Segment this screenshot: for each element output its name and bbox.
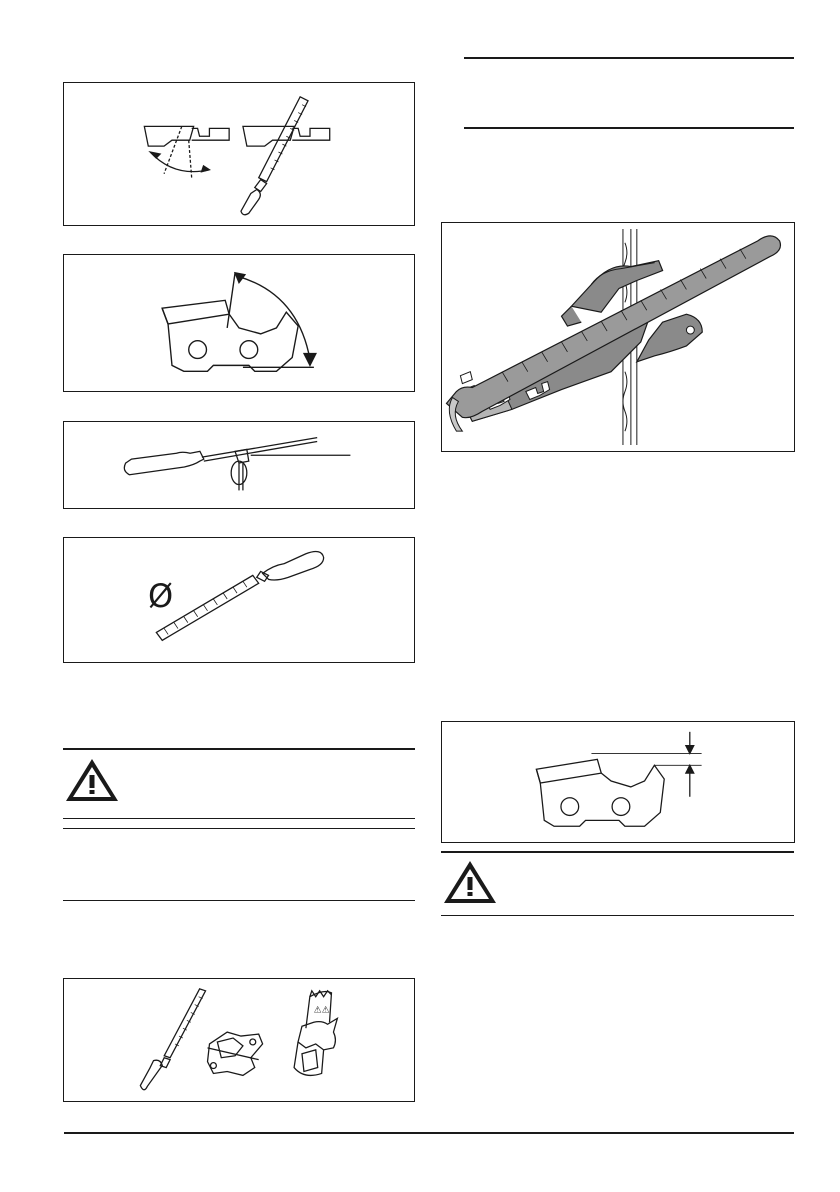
note-right-top-rule — [464, 57, 794, 59]
warning-bottom-rule — [63, 818, 415, 819]
figure-file-holder — [63, 421, 415, 509]
note-right-bottom-rule — [464, 127, 794, 129]
warning-top-rule — [63, 748, 415, 750]
note-top-rule — [63, 828, 415, 829]
warning-triangle-icon — [63, 756, 121, 804]
figure-file-gauge — [441, 222, 795, 452]
figure-tools — [63, 978, 415, 1102]
file-with-holder-illustration — [64, 422, 414, 508]
cutter-top-plate-angle-illustration — [64, 255, 414, 391]
note-bottom-rule — [63, 900, 415, 901]
depth-gauge-setting-illustration — [442, 722, 794, 842]
file-angle-illustration — [64, 83, 414, 225]
figure-depth-gauge — [441, 721, 795, 843]
warning-right-bottom-rule — [441, 915, 794, 916]
sharpening-tools-illustration — [64, 979, 414, 1101]
file-gauge-on-chain-illustration — [442, 223, 794, 451]
warning-right-top-rule — [441, 851, 794, 853]
round-file-illustration — [64, 538, 414, 662]
figure-file-diameter — [63, 537, 415, 663]
figure-filing-angle — [63, 82, 415, 226]
svg-text:⚠⚠: ⚠⚠ — [313, 1005, 330, 1016]
footer-rule — [64, 1132, 794, 1134]
figure-cutter-angle — [63, 254, 415, 392]
warning-triangle-icon — [441, 858, 499, 906]
diameter-symbol: Ø — [148, 577, 174, 615]
